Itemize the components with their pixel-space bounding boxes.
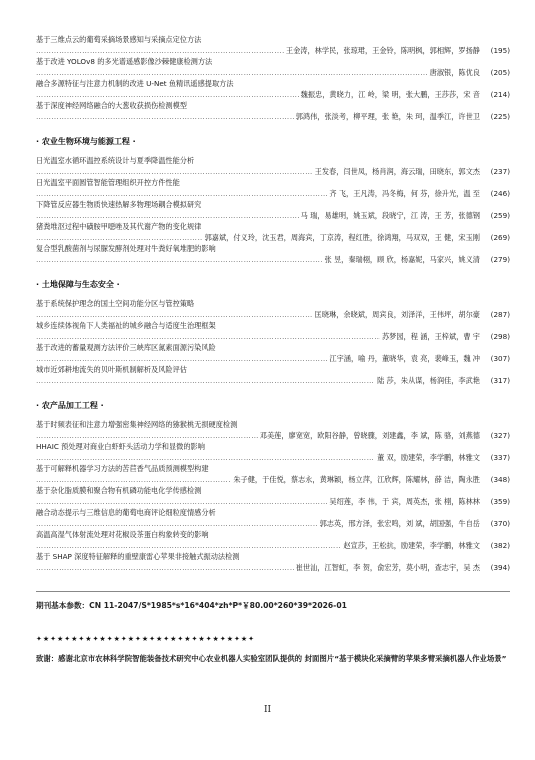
article-title[interactable]: 猪粪堆沤过程中磺胺甲噁唑及其代谢产物的变化规律 xyxy=(36,222,202,231)
article-authors: 朱子健，于佳悦，蔡志永，黄琳颖，杨立萍，江欣辉，陈耀林，薛 洁，陶永胜 xyxy=(233,475,480,484)
toc-entry[interactable] xyxy=(36,441,510,463)
star-divider: ✦★✦★✦★✦★✦★✦★✦★✦★✦★✦★✦★✦★✦★✦★✦★✦ xyxy=(36,635,255,643)
article-page: (195) xyxy=(490,46,510,55)
toc-entry[interactable] xyxy=(36,463,510,485)
dot-leader xyxy=(36,166,313,177)
article-authors: 马 瑞，易雄明，姚玉斌，段晓宁，江 涛，王 芳，张德钢 xyxy=(300,211,480,220)
toc-entry[interactable] xyxy=(36,298,510,320)
dot-leader xyxy=(36,331,380,342)
article-title[interactable]: 融合动态提示与三维信息的葡萄电商评论细粒度情感分析 xyxy=(36,508,216,517)
entry-detail-line xyxy=(36,430,510,441)
toc-entry[interactable] xyxy=(36,100,510,122)
entry-detail-line xyxy=(36,353,510,364)
article-authors: 苏梦园，程 涵，王梓斌，曹 宇 xyxy=(381,332,480,341)
dot-leader xyxy=(36,518,318,529)
entry-detail-line xyxy=(36,562,510,573)
toc-entry[interactable] xyxy=(36,56,510,78)
toc-entry[interactable] xyxy=(36,364,510,386)
article-authors: 吴绍莲，李 伟，于 宾，周英杰，张 栩，陈林林 xyxy=(329,497,480,506)
article-page: (394) xyxy=(490,563,510,572)
entry-detail-line xyxy=(36,496,510,507)
dot-leader xyxy=(36,309,313,320)
dot-leader xyxy=(36,45,284,56)
entry-detail-line xyxy=(36,474,510,485)
article-authors: 董 双，励建荣，李学鹏，林雅文 xyxy=(377,453,480,462)
article-title[interactable]: 基于杂化脂质膜和聚合物有机磷功能电化学传感检测 xyxy=(36,486,202,495)
dot-leader xyxy=(36,540,341,551)
acknowledgement: 致谢：感谢北京市农林科学院智能装备技术研究中心农业机器人实验室团队提供的 封面图片“基于模块化采摘臂的苹果多臂采摘机器人作业场景” xyxy=(36,654,507,663)
page-number: II xyxy=(263,705,272,715)
article-page: (269) xyxy=(490,233,510,242)
article-title[interactable]: 日光温室水循环温控系统设计与夏季降温性能分析 xyxy=(36,156,195,165)
article-authors: 郭志英，邢方泽，张宏鸣，刘 斌，胡国强，牛自岳 xyxy=(319,519,480,528)
toc-entry[interactable] xyxy=(36,551,510,573)
article-authors: 郭嘉斌，付义玲，沈玉君，周海宾，丁京涛，程红胜，徐鸿翔，马双双，王 健，宋玉刚 xyxy=(204,233,480,242)
article-title[interactable]: 高温高湿气体射流处理对花椒设茶蛋白构象转变的影响 xyxy=(36,530,209,539)
toc-entry[interactable] xyxy=(36,529,510,551)
article-authors: 赵宣莎，王松抗，励建荣，李学鹏，林雅文 xyxy=(343,541,480,550)
entry-detail-line xyxy=(36,188,510,199)
article-title[interactable]: 基于三维点云的葡萄采摘场景感知与采摘点定位方法 xyxy=(36,35,202,44)
article-authors: 匡晓琳，余晓斌，周宾良，刘泽洋，王伟坪，胡尔豪 xyxy=(314,310,480,319)
article-title[interactable]: 下降管反应器生物质快速热解多物理场耦合模拟研究 xyxy=(36,200,202,209)
toc-entry[interactable] xyxy=(36,78,510,100)
article-title[interactable]: 基于深度神经网络融合的大葱收获损伤检测模型 xyxy=(36,101,187,110)
toc-entry[interactable] xyxy=(36,320,510,342)
toc-entry[interactable] xyxy=(36,507,510,529)
article-page: (337) xyxy=(490,453,510,462)
dot-leader xyxy=(36,232,203,243)
dot-leader xyxy=(36,254,322,265)
dot-leader xyxy=(36,562,294,573)
article-page: (348) xyxy=(490,475,510,484)
article-page: (259) xyxy=(490,211,510,220)
toc-entry[interactable] xyxy=(36,485,510,507)
article-title[interactable]: 日光温室平面圆管智能管理组织开控方件性能 xyxy=(36,178,180,187)
dot-leader xyxy=(36,375,375,386)
article-title[interactable]: 基于可解释机器学习方法的苦苣香气品质预测模型构建 xyxy=(36,464,209,473)
article-page: (246) xyxy=(490,189,510,198)
dot-leader xyxy=(36,89,299,100)
toc-entry[interactable] xyxy=(36,419,510,441)
entry-detail-line xyxy=(36,111,510,122)
article-authors: 王发春，闫世凤，杨肖润，海云瑞，田晓东，郭文杰 xyxy=(314,167,480,176)
article-title[interactable]: 融合多源特征与注意力机制的改进 U-Net 鱼精讯遥感提取方法 xyxy=(36,79,234,88)
entry-detail-line xyxy=(36,254,510,265)
entry-detail-line xyxy=(36,375,510,386)
article-authors: 魏振忠，黄晓力，江 岭，梁 明，张大鹏，王莎莎，宋 音 xyxy=(300,90,480,99)
entry-detail-line xyxy=(36,232,510,243)
toc-entry[interactable] xyxy=(36,34,510,56)
entry-detail-line xyxy=(36,89,510,100)
article-authors: 郭鸿伟，张淡考，柳平理，张 艳，朱 珂，温季江，许世卫 xyxy=(295,112,480,121)
toc-entry[interactable] xyxy=(36,177,510,199)
article-title[interactable]: 基于时频表征和注意力增强密集神经网络的猕猴桃无损硬度检测 xyxy=(36,420,238,429)
article-title[interactable]: 基于改进的蓄量观测方法评价三峡库区氮素面源污染风险 xyxy=(36,343,216,352)
table-of-contents xyxy=(36,34,510,664)
dot-leader xyxy=(36,353,327,364)
article-title[interactable]: 基于改进 YOLOv8 的多光谱遥感影像沙棘健康检测方法 xyxy=(36,57,213,66)
article-authors: 陆 莎，朱从谋，杨润佳，李武艳 xyxy=(377,376,480,385)
entry-detail-line xyxy=(36,67,510,78)
article-page: (287) xyxy=(490,310,510,319)
entry-detail-line xyxy=(36,540,510,551)
dot-leader xyxy=(36,67,428,78)
article-page: (317) xyxy=(490,376,510,385)
toc-entry[interactable] xyxy=(36,342,510,364)
entry-detail-line xyxy=(36,166,510,177)
dot-leader xyxy=(36,188,327,199)
article-authors: 齐 飞，王凡涛，冯冬梅，何 芬，徐升光，温 至 xyxy=(329,189,480,198)
section-heading: · 土地保障与生态安全 · xyxy=(36,280,120,289)
article-page: (298) xyxy=(490,332,510,341)
article-authors: 张 昱，秦瑞栩，顾 欣，杨嘉妮，马家兴，姚义清 xyxy=(324,255,480,264)
section-heading: · 农产品加工工程 · xyxy=(36,401,104,410)
entry-detail-line xyxy=(36,452,510,463)
article-page: (370) xyxy=(490,519,510,528)
journal-parameters: 期刊基本参数：CN 11-2047/S*1985*s*16*404*zh*P*￥80.00*260*39*2026-01 xyxy=(36,601,347,610)
article-authors: 唐淑银，陈优良 xyxy=(429,68,480,77)
article-authors: 王金涛，林学民，张琼珺，王金铃，陈明枫，郭相辉，罗扬静 xyxy=(285,46,480,55)
article-page: (307) xyxy=(490,354,510,363)
entry-detail-line xyxy=(36,45,510,56)
dot-leader xyxy=(36,210,299,221)
article-title[interactable]: 基于系统保护理念的国土空间功能分区与管控策略 xyxy=(36,299,195,308)
article-page: (225) xyxy=(490,112,510,121)
entry-detail-line xyxy=(36,331,510,342)
article-title[interactable]: 城乡连续体视角下人类福祉的城乡融合与适度生治理框架 xyxy=(36,321,216,330)
article-page: (359) xyxy=(490,497,510,506)
article-authors: 邓美莲，廖宽宽，欧阳谷静，曾晓骤，刘建鑫，李 斌，陈 骆，刘燕德 xyxy=(259,431,480,440)
article-authors: 江宇涵，喻 丹，董晓华，袁 亮，裴峰玉，魏 冲 xyxy=(329,354,480,363)
article-page: (214) xyxy=(490,90,510,99)
divider xyxy=(36,591,510,592)
section-heading: · 农业生物环境与能源工程 · xyxy=(36,137,136,146)
article-title[interactable]: 复合型乳酸菌剂与尿脲发酵剂处理对牛粪好氧堆肥的影响 xyxy=(36,244,216,253)
article-title[interactable]: 基于 SHAP 深度特征解释的重壁康雷心苹果非接触式振动法检测 xyxy=(36,552,240,561)
dot-leader xyxy=(36,452,375,463)
dot-leader xyxy=(36,474,231,485)
entry-detail-line xyxy=(36,518,510,529)
article-title[interactable]: HHAIC 预处理对商业白虾虾头活动力学和显微的影响 xyxy=(36,442,205,451)
dot-leader xyxy=(36,430,258,441)
article-page: (237) xyxy=(490,167,510,176)
toc-entry[interactable] xyxy=(36,155,510,177)
toc-entry[interactable] xyxy=(36,243,510,265)
toc-entry[interactable] xyxy=(36,221,510,243)
article-page: (382) xyxy=(490,541,510,550)
dot-leader xyxy=(36,111,294,122)
dot-leader xyxy=(36,496,327,507)
entry-detail-line xyxy=(36,309,510,320)
article-authors: 崔世汕，江智虹，李 贺，俞宏芳，莫小明，查志宇，吴 杰 xyxy=(295,563,480,572)
article-title[interactable]: 城市近郊耕地流失的贝叶斯机制解析及风险评估 xyxy=(36,365,187,374)
toc-entry[interactable] xyxy=(36,199,510,221)
entry-detail-line xyxy=(36,210,510,221)
article-page: (327) xyxy=(490,431,510,440)
article-page: (279) xyxy=(490,255,510,264)
article-page: (205) xyxy=(490,68,510,77)
